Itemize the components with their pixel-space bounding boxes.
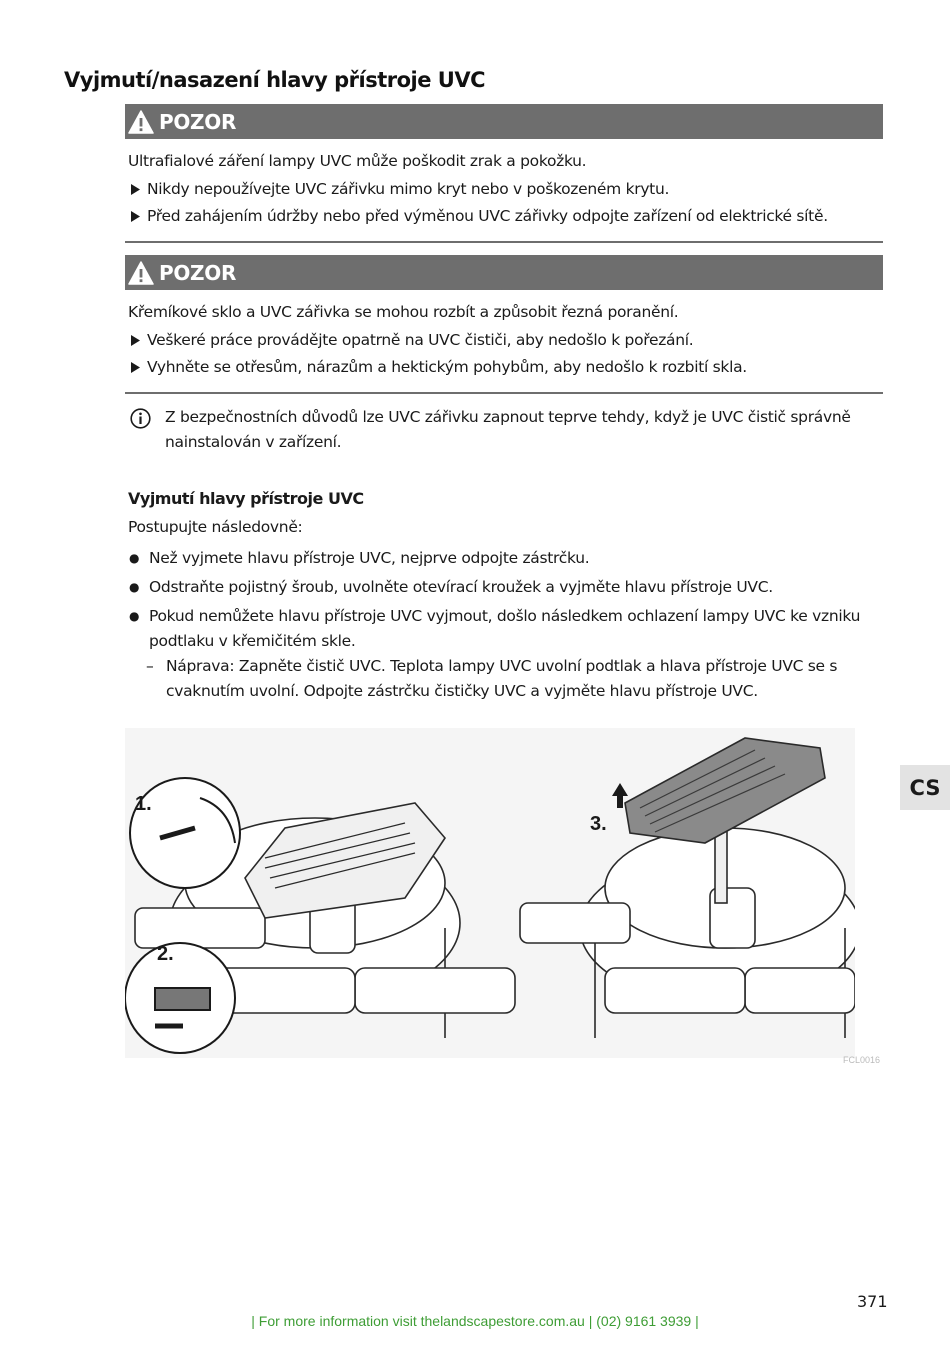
warning-item (128, 327, 883, 355)
step-label-2: 2. (157, 943, 174, 965)
uvc-head-illustration (125, 728, 855, 1058)
warning-triangle-icon (128, 261, 154, 285)
warning-item (128, 203, 883, 231)
step-label-1: 1. (135, 793, 152, 815)
list-item (128, 546, 888, 571)
bullet-icon: ● (129, 609, 140, 623)
warning-header (125, 255, 883, 290)
remedy-text: Náprava: Zapněte čistič UVC. Teplota lampy UVC uvolní podtlak a hlava přístroje UVC se s cvaknutím uvolní. Odpojte zástrčku čističky UVC a vyjměte hlavu přístroje UVC. (166, 657, 838, 700)
list-item (128, 604, 888, 654)
dash-icon: – (146, 657, 154, 675)
page-title: Vyjmutí/nasazení hlavy přístroje UVC (64, 68, 485, 92)
info-icon (130, 405, 151, 455)
warning-box (125, 255, 883, 394)
arrow-right-icon (131, 176, 140, 204)
step-label-3: 3. (590, 813, 607, 835)
warning-item (128, 176, 883, 204)
figure-code: FCL0016 (842, 1055, 880, 1065)
warning-item-text: Nikdy nepoužívejte UVC zářivku mimo kryt nebo v poškozeném krytu. (147, 179, 670, 198)
page-number: 371 (857, 1292, 888, 1311)
arrow-right-icon (131, 327, 140, 355)
arrow-right-icon (131, 203, 140, 231)
step-text: Odstraňte pojistný šroub, uvolněte otevírací kroužek a vyjměte hlavu přístroje UVC. (149, 578, 773, 596)
step-text: Než vyjmete hlavu přístroje UVC, nejprve odpojte zástrčku. (149, 549, 590, 567)
language-tab: CS (900, 765, 950, 810)
warning-header (125, 104, 883, 139)
warning-box (125, 104, 883, 243)
bullet-icon: ● (129, 551, 140, 565)
warning-text: Křemíkové sklo a UVC zářivka se mohou rozbít a způsobit řezná poranění. (128, 303, 679, 321)
step-text: Pokud nemůžete hlavu přístroje UVC vyjmout, došlo následkem ochlazení lampy UVC ke vzniku podtlaku v křemičitém skle. (149, 607, 861, 650)
warning-item-text: Veškeré práce provádějte opatrně na UVC čističi, aby nedošlo k pořezání. (147, 330, 694, 349)
warning-item-text: Vyhněte se otřesům, nárazům a hektickým pohybům, aby nedošlo k rozbití skla. (147, 358, 747, 376)
section-title: Vyjmutí hlavy přístroje UVC (128, 489, 364, 508)
arrow-right-icon (131, 354, 140, 382)
warning-label: POZOR (159, 109, 237, 134)
detail-callout-2 (125, 943, 235, 1053)
footer-text: | For more information visit thelandscapestore.com.au | (02) 9161 3939 | (251, 1313, 699, 1329)
steps-list (128, 546, 888, 704)
warning-label: POZOR (159, 260, 237, 285)
info-note (130, 405, 890, 455)
section-intro: Postupujte následovně: (128, 518, 303, 536)
list-item (128, 575, 888, 600)
warning-triangle-icon (128, 110, 154, 134)
info-note-text: Z bezpečnostních důvodů lze UVC zářivku zapnout teprve tehdy, když je UVC čistič správně nainstalován v zařízení. (165, 408, 851, 451)
bullet-icon: ● (129, 580, 140, 594)
remedy-item (146, 654, 888, 704)
warning-text: Ultrafialové záření lampy UVC může poškodit zrak a pokožku. (128, 152, 587, 170)
warning-item (128, 354, 883, 382)
warning-item-text: Před zahájením údržby nebo před výměnou UVC zářivky odpojte zařízení od elektrické sítě. (147, 207, 828, 225)
